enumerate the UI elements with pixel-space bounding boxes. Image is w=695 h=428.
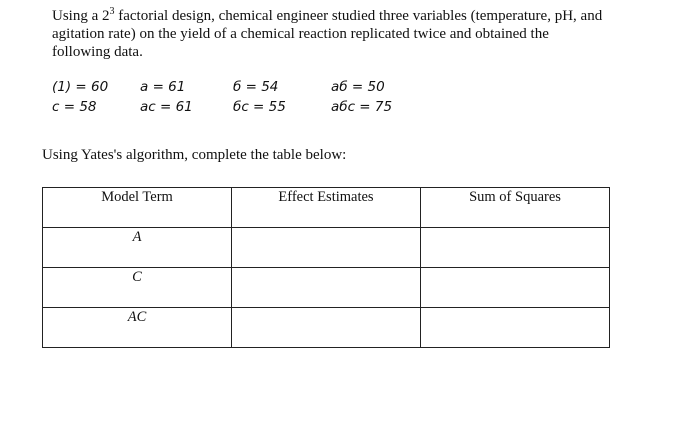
data-value-a: a = 61	[140, 79, 186, 95]
header-effect-estimates: Effect Estimates	[232, 188, 421, 228]
header-model-term: Model Term	[43, 188, 232, 228]
term-cell: AC	[43, 308, 232, 348]
problem-line-3: following data.	[52, 44, 143, 60]
exponent: 3	[109, 6, 115, 17]
term-cell: A	[43, 228, 232, 268]
ss-cell[interactable]	[421, 268, 610, 308]
table-row	[43, 308, 610, 348]
instruction-text: Using Yates's algorithm, complete the table below:	[42, 147, 347, 163]
term-cell: C	[43, 268, 232, 308]
effect-cell[interactable]	[232, 308, 421, 348]
table-row	[43, 268, 610, 308]
problem-line-2: agitation rate) on the yield of a chemical reaction replicated twice and obtained the	[52, 26, 549, 42]
problem-line-1	[52, 3, 672, 25]
problem-line-1-pre: Using a 2	[52, 8, 110, 24]
data-value-1: (1) = 60	[52, 79, 109, 95]
problem-statement	[52, 3, 672, 61]
data-value-bc: бc = 55	[233, 99, 286, 115]
data-value-abc: aбc = 75	[331, 99, 393, 115]
data-value-ab: aб = 50	[331, 79, 385, 95]
problem-line-1-post: factorial design, chemical engineer studied three variables (temperature, pH, and	[114, 8, 603, 24]
header-sum-of-squares: Sum of Squares	[421, 188, 610, 228]
effect-cell[interactable]	[232, 228, 421, 268]
data-value-b: б = 54	[233, 79, 279, 95]
data-value-ac: ac = 61	[140, 99, 193, 115]
table-row	[43, 228, 610, 268]
effect-cell[interactable]	[232, 268, 421, 308]
ss-cell[interactable]	[421, 308, 610, 348]
ss-cell[interactable]	[421, 228, 610, 268]
data-value-c: c = 58	[52, 99, 97, 115]
table-header-row	[43, 188, 610, 228]
yates-table	[42, 187, 610, 348]
